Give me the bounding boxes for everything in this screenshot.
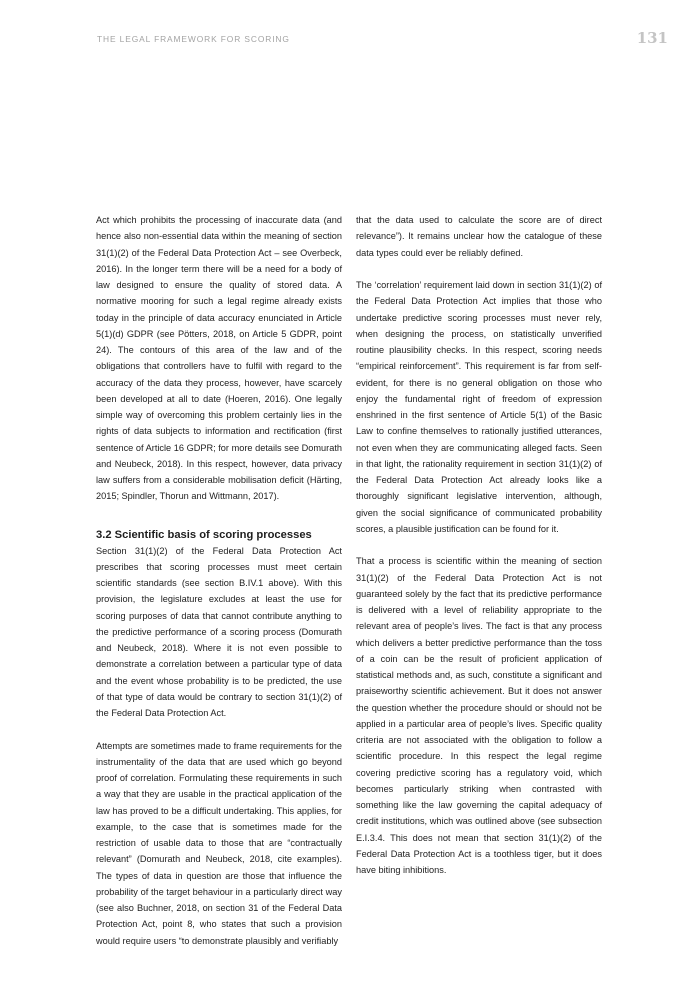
body-paragraph: that the data used to calculate the score are of direct relevance”). It remains unclear how the catalogue of these data types could ever be reliably defined. bbox=[356, 215, 602, 258]
page-number: 131 bbox=[636, 29, 668, 47]
body-paragraph: That a process is scientific within the meaning of section 31(1)(2) of the Federal Data Protection Act is not guaranteed solely by the fact that its predictive performance is delivered with a level of reliability appropriate to the relevant area of people’s lives. The fact is that any process which delivers a better predictive performance than the toss of a coin can be the result of proficient application of statistical methods and, as such, constitute a significant and praiseworthy scientific achievement. But it does not answer the question whether the procedure should or should not be applied in a particular area of people’s lives. Specific quality criteria are not associated with the obligation to follow a scientific procedure. In this respect the legal regime covering predictive scoring has a regulatory void, which becomes particularly striking when contrasted with something like the law governing the capital adequacy of credit institutions, which was outlined above (see subsection E.I.3.4. This does not mean that section 31(1)(2) of the Federal Data Protection Act is a toothless tiger, but it does have biting inhibitions. bbox=[356, 556, 602, 875]
left-column bbox=[96, 212, 342, 949]
body-paragraph: Section 31(1)(2) of the Federal Data Protection Act prescribes that scoring processes must meet certain scientific standards (see section B.IV.1 above). With this provision, the legislature excludes at least the use for scoring purposes of data that cannot contribute anything to the predictive performance of a scoring process (Domurath and Neubeck, 2018). Where it is not even possible to demonstrate a correlation between a particular type of data and the event whose probability is to be predicted, the use of that type of data would be contrary to section 31(1)(2) of the Federal Data Protection Act. bbox=[96, 545, 342, 718]
section-heading: 3.2 Scientific basis of scoring processes bbox=[96, 528, 312, 541]
body-paragraph: Act which prohibits the processing of inaccurate data (and hence also non-essential data within the meaning of section 31(1)(2) of the Federal Data Protection Act – see Overbeck, 2016). In the longer term there will be a need for a body of law designed to ensure the quality of stored data. A normative mooring for such a legal regime already exists today in the principle of data accuracy enunciated in Article 5(1)(d) GDPR (see Pötters, 2018, on Article 5 GDPR, point 24). The contours of this area of the law and of the obligations that controllers have to fulfil with regard to the accuracy of the data they process, however, have scarcely been developed at all to date (Hoeren, 2016). One legally simple way of overcoming this problem certainly lies in the rights of data subjects to information and rectification (first sentence of Article 16 GDPR; for more details see Domurath and Neubeck, 2018). In this respect, however, data privacy law suffers from a considerable mobilisation deficit (Härting, 2015; Spindler, Thorun and Wittmann, 2017). bbox=[96, 215, 342, 502]
body-paragraph: Attempts are sometimes made to frame requirements for the instrumentality of the data that are used which go beyond proof of correlation. Formulating these requirements in such a way that they are usable in the practical application of the law has proved to be a difficult undertaking. This applies, for example, to the case that is sometimes made for the restriction of usable data to those that are “contractually relevant” (Domurath and Neubeck, 2018, cite examples). The types of data in question are those that influence the probability of the target behaviour in a particularly direct way (see also Buchner, 2018, on section 31 of the Federal Data Protection Act, point 8, who states that such a provision would require users “to demonstrate plausibly and verifiably bbox=[96, 740, 342, 946]
body-paragraph: The ‘correlation’ requirement laid down in section 31(1)(2) of the Federal Data Protection Act implies that those who undertake predictive scoring processes must never rely, when designing the process, on statistically unverified routine plausibility checks. In this respect, scoring needs “empirical reinforcement”. This requirement is far from self-evident, for there is no general obligation on those who enjoy the fundamental right of freedom of expression enshrined in the first sentence of Article 5(1) of the Basic Law to confine themselves to rationally justified utterances, not even when they are communicating alleged facts. Seen in that light, the rationality requirement in section 31(1)(2) of the Federal Data Protection Act already looks like a thoroughly significant legislative intervention, although, given the social significance of communicated probability scores, a plausible justification can be found for it. bbox=[356, 280, 602, 534]
running-head: THE LEGAL FRAMEWORK FOR SCORING bbox=[97, 34, 290, 44]
right-column bbox=[356, 212, 602, 878]
